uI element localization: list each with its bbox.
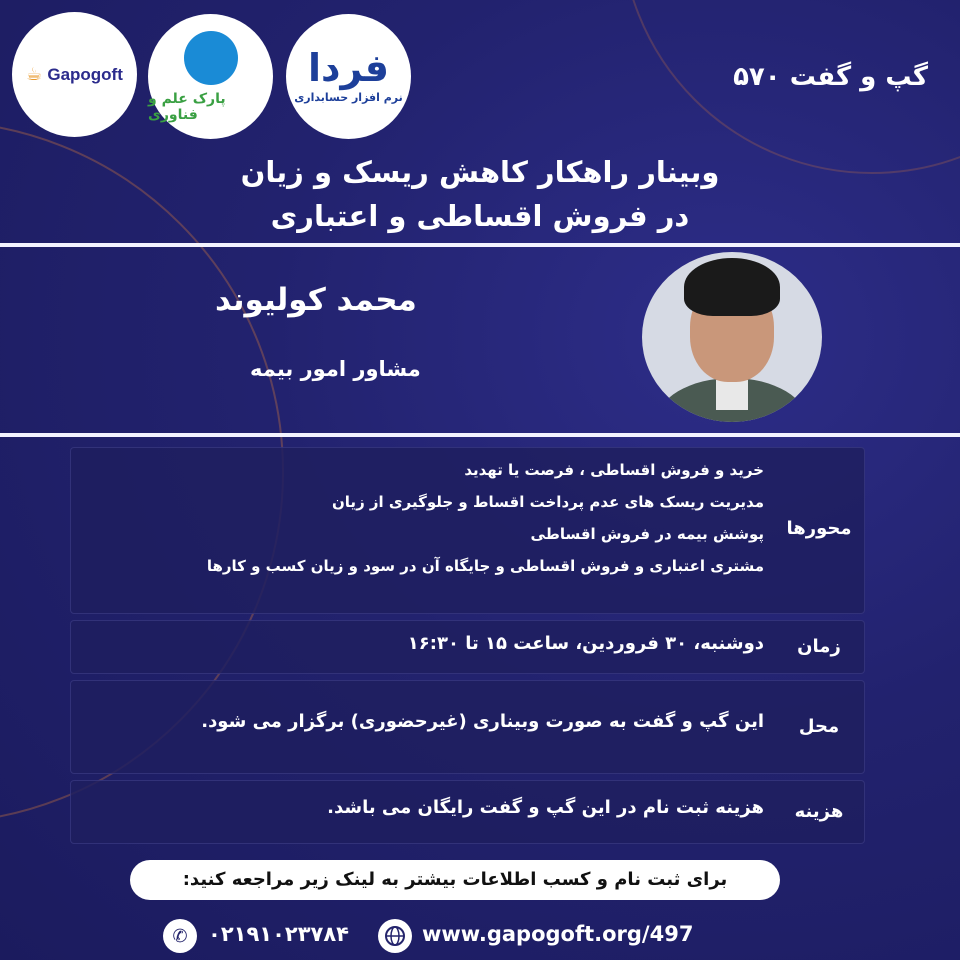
cost-label: هزینه [794, 801, 844, 822]
divider-bottom [0, 433, 960, 437]
science-park-logo [148, 14, 273, 139]
topics-row [70, 447, 865, 614]
globe-icon [378, 919, 412, 953]
place-value: این گپ و گفت به صورت وبیناری (غیرحضوری) برگزار می شود. [201, 711, 764, 732]
gapogoft-logo-text: Gapogoft [47, 65, 123, 84]
topic-item: مشتری اعتباری و فروش اقساطی و جایگاه آن در سود و زیان کسب و کارها [206, 557, 764, 575]
globe-svg [384, 925, 406, 947]
time-label: زمان [797, 636, 841, 657]
phone-number[interactable]: ۰۲۱۹۱۰۲۳۷۸۴ [208, 922, 349, 946]
speaker-name: محمد کولیوند [215, 282, 417, 318]
speaker-role: مشاور امور بیمه [250, 357, 421, 381]
topic-item: مدیریت ریسک های عدم پرداخت اقساط و جلوگیری از زیان [332, 493, 764, 511]
speaker-photo [642, 252, 822, 422]
cost-row [70, 780, 865, 844]
website-link[interactable]: www.gapogoft.org/497 [422, 922, 694, 946]
registration-cta: برای ثبت نام و کسب اطلاعات بیشتر به لینک زیر مراجعه کنید: [130, 860, 780, 900]
cup-icon: ☕ [26, 64, 43, 85]
event-number: گپ و گفت ۵۷۰ [733, 62, 928, 92]
farda-logo-text: نرم افزار حسابداری [294, 91, 403, 104]
divider-top [0, 243, 960, 247]
farda-logo-mark: فردا [307, 46, 390, 90]
gapogoft-logo [12, 12, 137, 137]
place-row [70, 680, 865, 774]
time-value: دوشنبه، ۳۰ فروردین، ساعت ۱۵ تا ۱۶:۳۰ [407, 633, 764, 654]
university-seal-icon [184, 31, 238, 85]
photo-collar [716, 380, 748, 410]
topic-item: خرید و فروش اقساطی ، فرصت یا تهدید [464, 461, 764, 479]
topics-label: محورها [786, 518, 852, 539]
farda-logo [286, 14, 411, 139]
photo-hair [684, 258, 780, 316]
title-line-2: در فروش اقساطی و اعتباری [270, 199, 690, 233]
cost-value: هزینه ثبت نام در این گپ و گفت رایگان می باشد. [327, 797, 764, 818]
science-park-logo-text: پارک علم و فناوری [148, 90, 226, 123]
topic-item: پوشش بیمه در فروش اقساطی [530, 525, 764, 543]
place-label: محل [798, 716, 840, 737]
topics-list [207, 454, 764, 582]
title-line-1: وبینار راهکار کاهش ریسک و زیان [240, 155, 720, 189]
webinar-title [0, 150, 960, 238]
time-row [70, 620, 865, 674]
phone-icon: ✆ [163, 919, 197, 953]
